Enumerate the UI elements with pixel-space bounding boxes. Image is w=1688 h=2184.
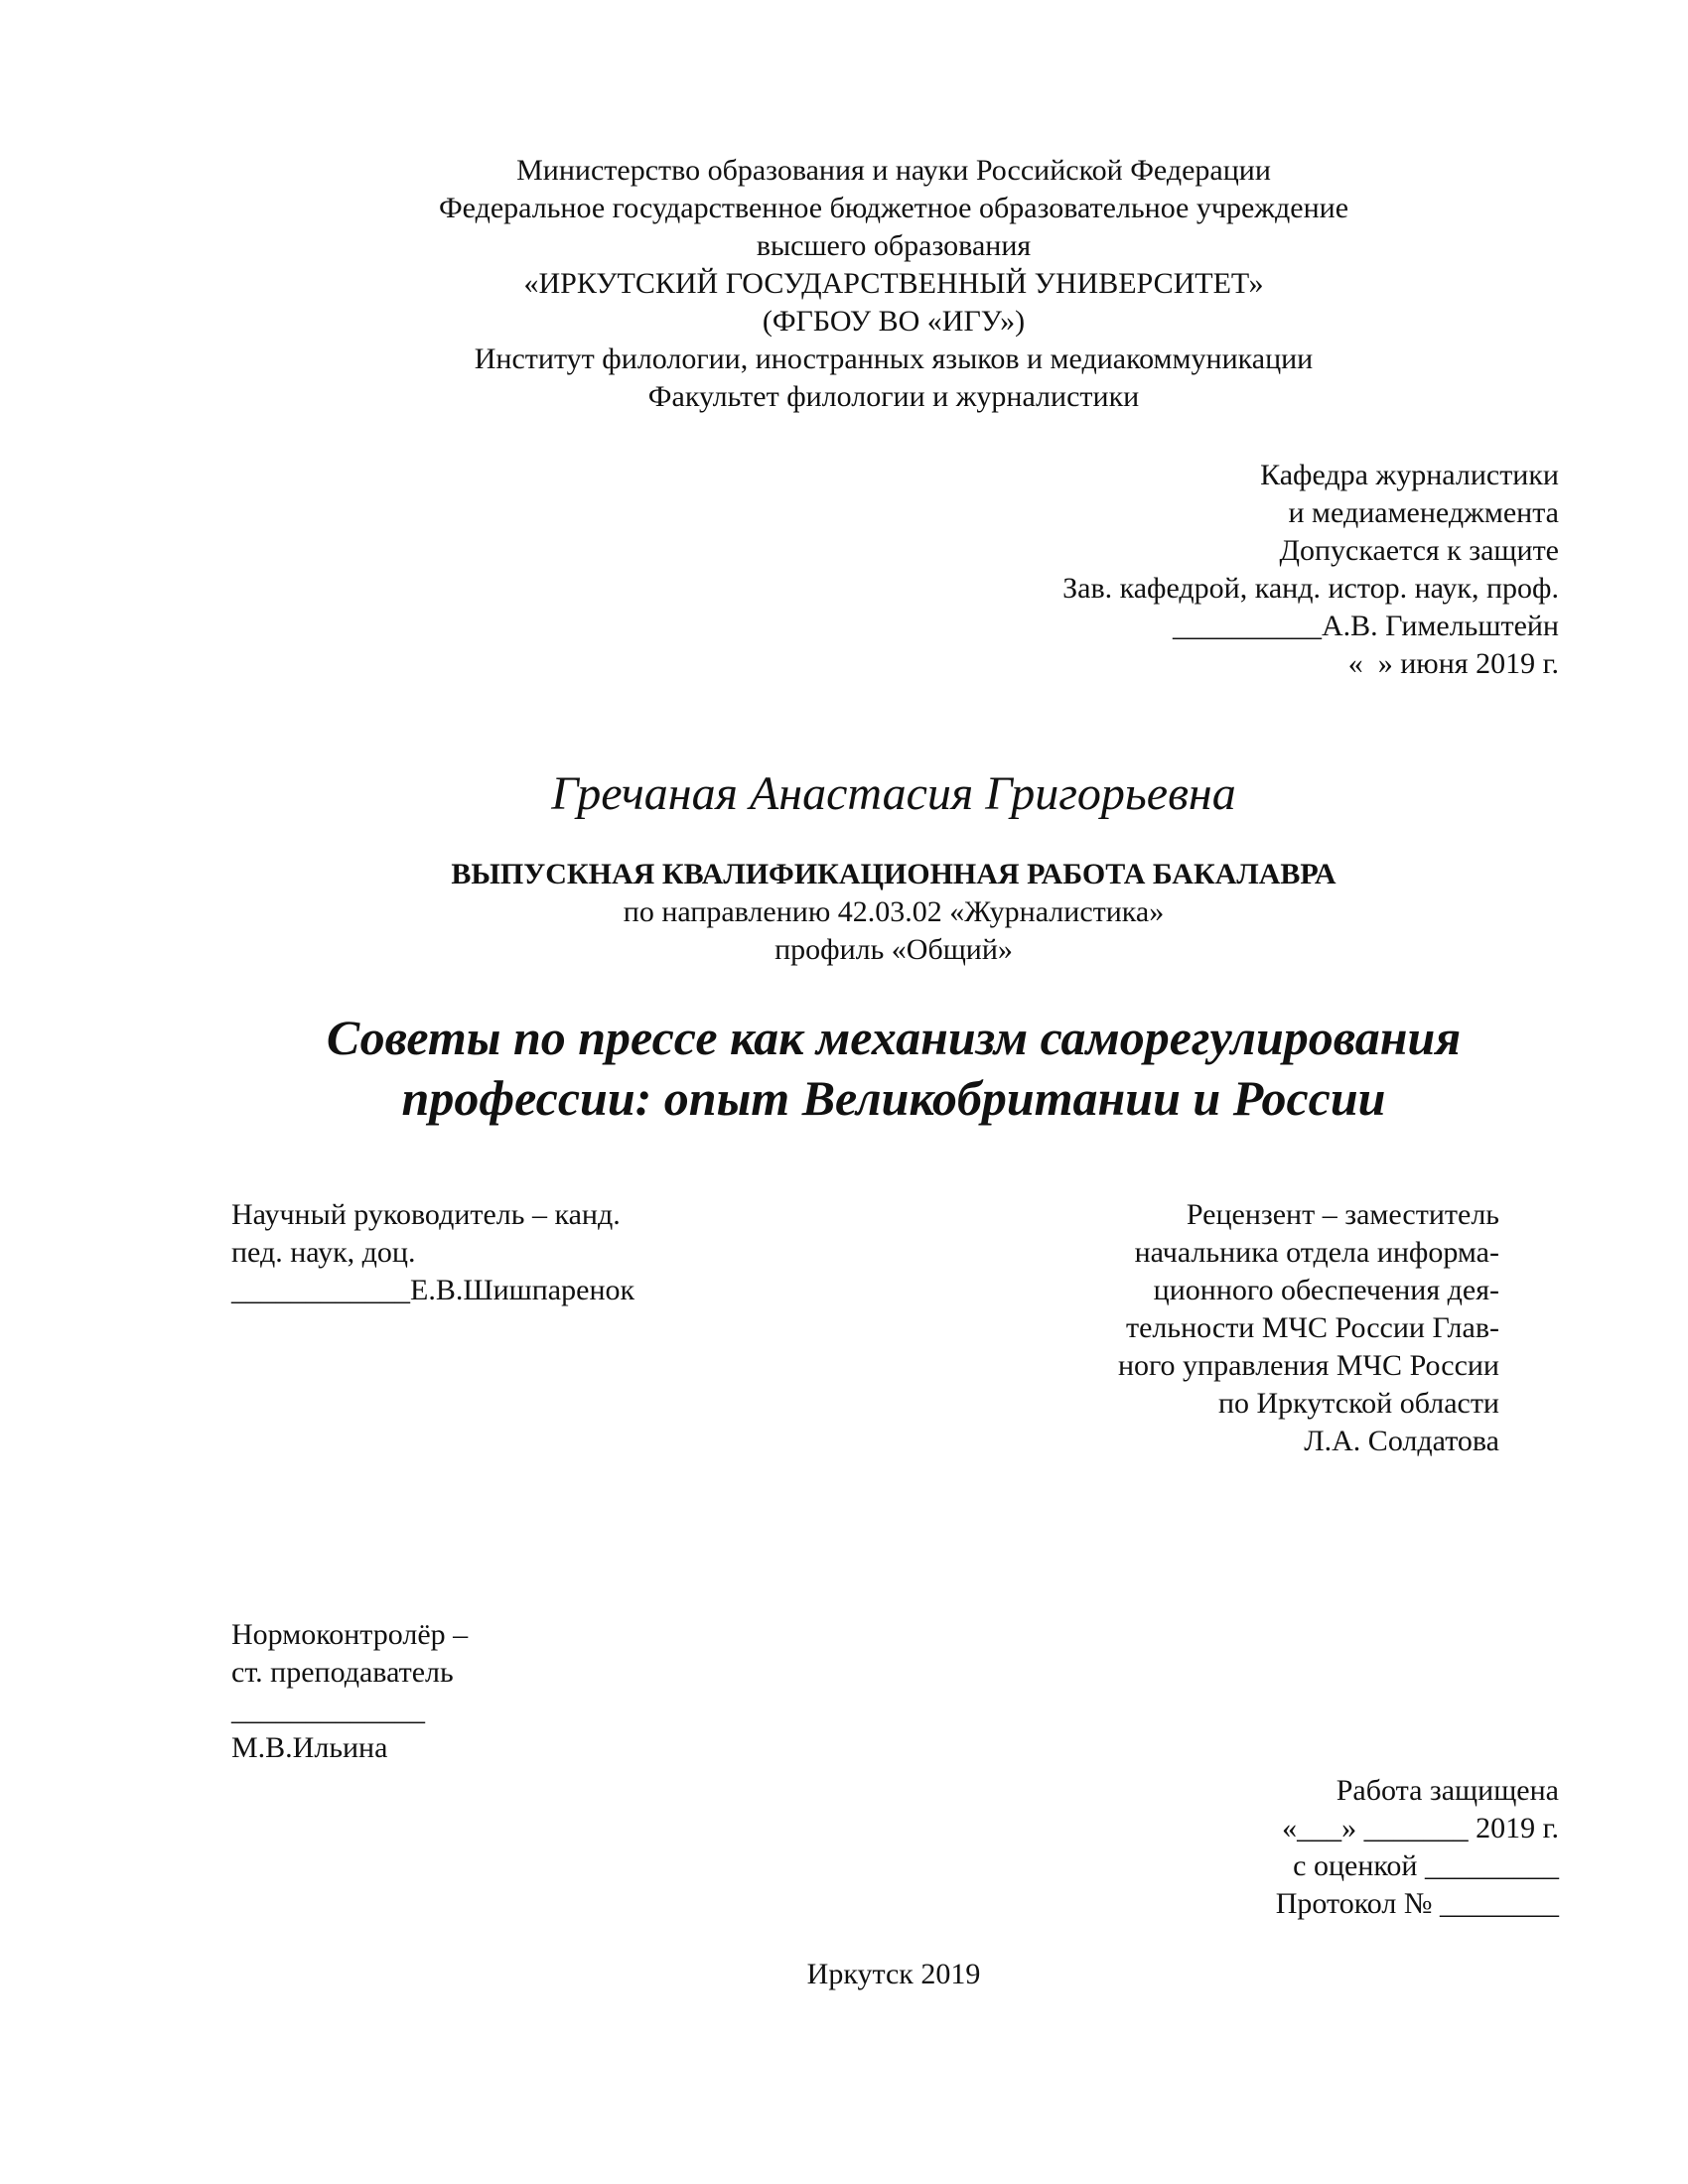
header-ministry: Министерство образования и науки Российской Федерации (516, 154, 1271, 187)
supervisor-signature: ____________Е.В.Шишпаренок (231, 1274, 635, 1306)
reviewer-line-2: начальника отдела информа- (1134, 1236, 1499, 1269)
defense-date: «___» _______ 2019 г. (1282, 1812, 1559, 1844)
reviewer-line-1: Рецензент – заместитель (1186, 1198, 1499, 1231)
supervisor-role: Научный руководитель – канд. (231, 1198, 621, 1231)
approval-department-cont: и медиаменеджмента (1288, 496, 1559, 529)
reviewer-line-5: ного управления МЧС России (1117, 1349, 1499, 1382)
city-year: Иркутск 2019 (806, 1958, 981, 1990)
header-institute: Институт филологии, иностранных языков и медиакоммуникации (474, 342, 1314, 375)
supervisor-degree: пед. наук, доц. (231, 1236, 416, 1269)
normcontrol-block (231, 1616, 827, 1767)
normcontrol-signature-line: _____________ (231, 1694, 425, 1726)
defense-grade: с оценкой _________ (1293, 1849, 1559, 1882)
approval-block (665, 457, 1559, 683)
header (0, 152, 1688, 416)
normcontrol-position: ст. преподаватель (231, 1656, 454, 1689)
approval-date: « » июня 2019 г. (1347, 647, 1559, 680)
normcontrol-name: М.В.Ильина (231, 1731, 388, 1764)
header-faculty: Факультет филологии и журналистики (647, 380, 1140, 413)
defense-protocol: Протокол № ________ (1275, 1887, 1559, 1920)
normcontrol-role: Нормоконтролёр – (231, 1618, 469, 1651)
defense-status: Работа защищена (1336, 1774, 1559, 1807)
reviewer-line-6: по Иркутской области (1217, 1387, 1499, 1420)
thesis-title-line-1: Советы по прессе как механизм саморегулирования (326, 1010, 1462, 1065)
header-education-level: высшего образования (756, 229, 1032, 262)
work-profile: профиль «Общий» (774, 933, 1013, 966)
work-type-block (0, 856, 1688, 969)
defense-block (963, 1772, 1559, 1923)
approval-head: Зав. кафедрой, канд. истор. наук, проф. (1062, 572, 1559, 605)
reviewer-line-3: ционного обеспечения дея- (1153, 1274, 1499, 1306)
header-university-abbr: (ФГБОУ ВО «ИГУ») (762, 305, 1026, 338)
approval-department: Кафедра журналистики (1260, 459, 1559, 491)
reviewer-name: Л.А. Солдатова (1304, 1425, 1499, 1457)
header-institution-type: Федеральное государственное бюджетное образовательное учреждение (438, 192, 1349, 224)
work-type: ВЫПУСКНАЯ КВАЛИФИКАЦИОННАЯ РАБОТА БАКАЛАВРА (451, 858, 1336, 890)
approval-admitted: Допускается к защите (1279, 534, 1559, 567)
reviewer-line-4: тельности МЧС России Глав- (1126, 1311, 1499, 1344)
work-direction: по направлению 42.03.02 «Журналистика» (623, 895, 1165, 928)
header-university: «ИРКУТСКИЙ ГОСУДАРСТВЕННЫЙ УНИВЕРСИТЕТ» (523, 267, 1264, 300)
thesis-title (0, 1008, 1688, 1129)
thesis-title-line-2: профессии: опыт Великобритании и России (401, 1070, 1386, 1126)
supervisor-block (231, 1196, 827, 1309)
reviewer-block (904, 1196, 1499, 1460)
approval-signature: __________А.В. Гимельштейн (1172, 610, 1559, 642)
author-name: Гречаная Анастасия Григорьевна (551, 767, 1236, 820)
